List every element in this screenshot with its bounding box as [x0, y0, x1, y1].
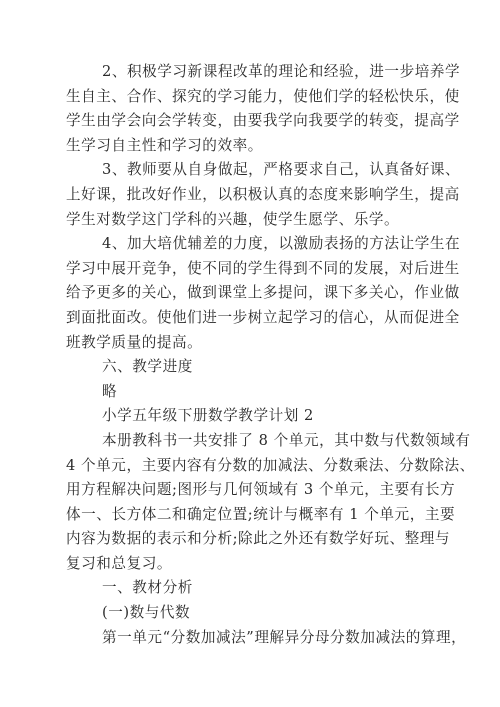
section-heading: 一、教材分析	[102, 579, 193, 597]
document-title: 小学五年级下册数学教学计划 2	[102, 407, 314, 425]
text-line: 学生由学会向会学转变，由要我学向我要学的转变，提高学	[66, 112, 460, 130]
text-line: 生自主、合作、探究的学习能力，使他们学的轻松快乐，使	[66, 87, 460, 105]
text-line: 本册教科书一共安排了 8 个单元，其中数与代数领域有	[102, 431, 471, 449]
text-line: 生学习自主性和学习的效率。	[66, 136, 263, 154]
text-line: 3、教师要从自身做起，严格要求自己，认真备好课、	[102, 161, 461, 179]
subsection-heading: (一)数与代数	[102, 604, 191, 622]
text-line: 给予更多的关心，做到课堂上多提问，课下多关心，作业做	[66, 284, 460, 302]
text-line: 学习中展开竞争，使不同的学生得到不同的发展，对后进生	[66, 259, 460, 277]
text-line: 班教学质量的提高。	[66, 333, 203, 351]
text-line: 4、加大培优辅差的力度，以激励表扬的方法让学生在	[102, 235, 461, 253]
text-line: 略	[102, 382, 118, 400]
text-line: 学生对数学这门学科的兴趣，使学生愿学、乐学。	[66, 210, 400, 228]
text-line: 内容为数据的表示和分析;除此之外还有数学好玩、整理与	[66, 530, 451, 548]
text-line: 到面批面改。使他们进一步树立起学习的信心，从而促进全	[66, 308, 460, 326]
text-line: 第一单元“分数加减法”理解异分母分数加减法的算理，	[102, 628, 467, 646]
text-line: 用方程解决问题;图形与几何领域有 3 个单元，主要有长方	[66, 481, 456, 499]
section-heading: 六、教学进度	[102, 358, 193, 376]
text-line: 上好课，批改好作业，以积极认真的态度来影响学生，提高	[66, 185, 460, 203]
text-line: 4 个单元，主要内容有分数的加减法、分数乘法、分数除法、	[66, 456, 475, 474]
text-line: 体一、长方体二和确定位置;统计与概率有 1 个单元，主要	[66, 505, 456, 523]
text-line: 2、积极学习新课程改革的理论和经验，进一步培养学	[102, 63, 461, 80]
text-line: 复习和总复习。	[66, 554, 173, 572]
